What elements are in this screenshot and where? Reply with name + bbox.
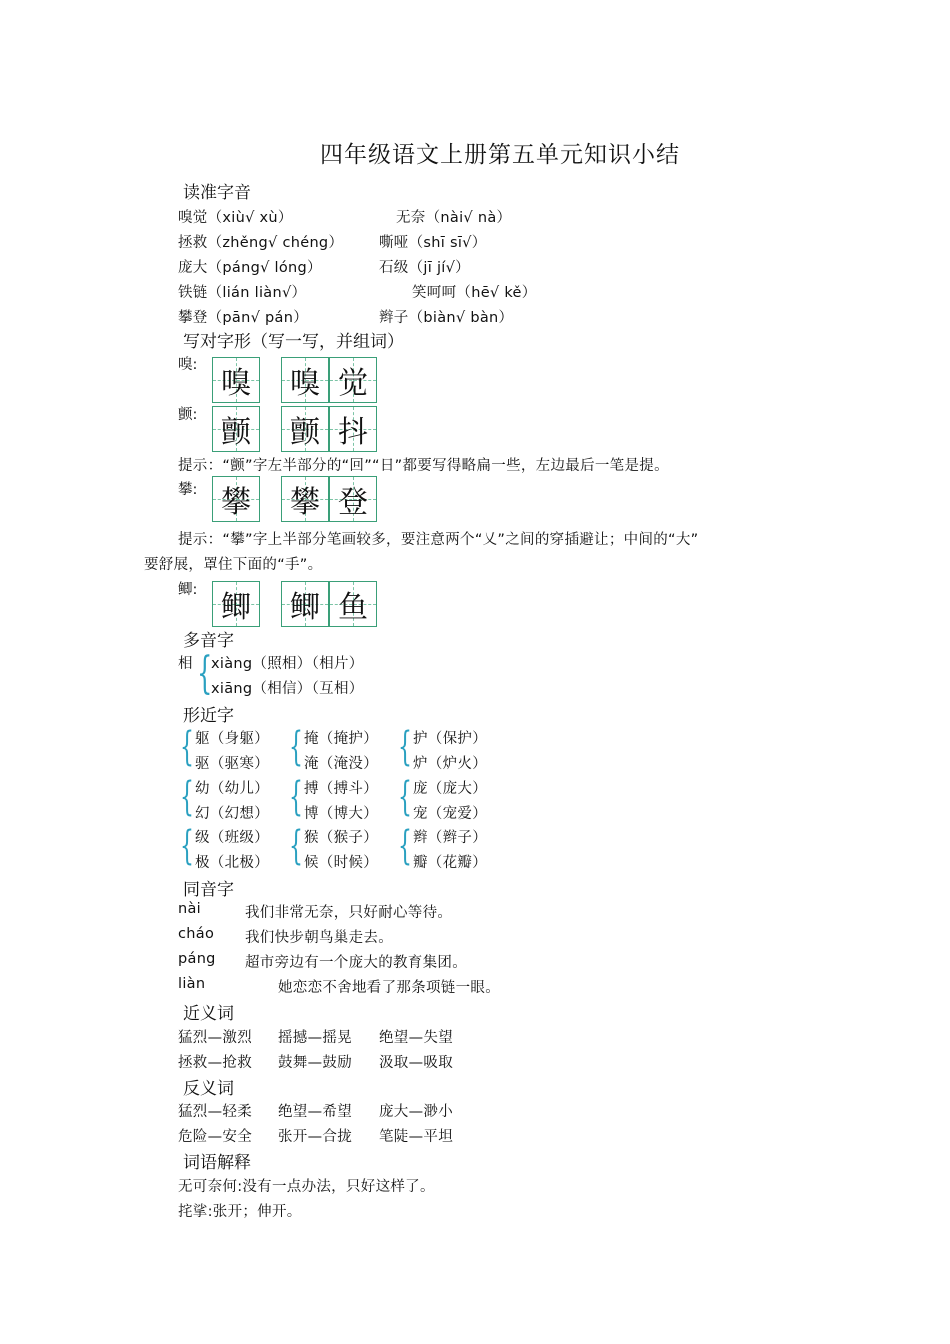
similar-item: 幼（幼儿） [195, 781, 269, 797]
tip-text: 提示：“颤”字左半部分的“回”“日”都要写得略扁一些，左边最后一笔是提。 [178, 458, 669, 474]
section-explain: 词语解释 [183, 1153, 251, 1173]
similar-item: 候（时候） [304, 855, 378, 871]
synonym-pair: 猛烈—激烈 [178, 1030, 252, 1046]
pron-item: 无奈（nài√ nà） [396, 210, 512, 226]
similar-item: 博（博大） [304, 806, 378, 822]
pron-item: 嗅觉（xiù√ xù） [178, 210, 293, 226]
homophone-sentence: 我们非常无奈，只好耐心等待。 [245, 905, 453, 921]
antonym-pair: 危险—安全 [178, 1129, 252, 1145]
section-polyphone: 多音字 [183, 631, 234, 651]
similar-item: 驱（驱寒） [195, 756, 269, 772]
write-label: 攀: [178, 482, 198, 498]
section-homophone: 同音字 [183, 880, 234, 900]
antonym-pair: 庞大—渺小 [379, 1104, 453, 1120]
tianzi-cell: 觉 [329, 357, 377, 403]
pron-item: 攀登（pān√ pán） [178, 310, 309, 326]
similar-item: 级（班级） [195, 830, 269, 846]
tianzi-cell: 鱼 [329, 581, 377, 627]
similar-item: 掩（掩护） [304, 731, 378, 747]
tianzi-cell: 攀 [281, 476, 329, 522]
synonym-pair: 鼓舞—鼓励 [278, 1055, 352, 1071]
antonym-pair: 张开—合拢 [278, 1129, 352, 1145]
similar-item: 炉（炉火） [413, 756, 487, 772]
antonym-pair: 绝望—希望 [278, 1104, 352, 1120]
pron-item: 笑呵呵（hē√ kě） [412, 285, 537, 301]
pron-item: 铁链（lián liàn√） [178, 285, 307, 301]
write-label: 颤: [178, 407, 198, 423]
homophone-pinyin: nài [178, 901, 202, 917]
similar-item: 幻（幻想） [195, 806, 269, 822]
similar-item: 躯（身躯） [195, 731, 269, 747]
section-antonyms: 反义词 [183, 1079, 234, 1099]
similar-item: 淹（淹没） [304, 756, 378, 772]
section-writing: 写对字形（写一写，并组词） [183, 332, 404, 352]
synonym-pair: 拯救—抢救 [178, 1055, 252, 1071]
write-label: 嗅: [178, 357, 198, 373]
pron-item: 辫子（biàn√ bàn） [379, 310, 514, 326]
section-pronunciation: 读准字音 [183, 183, 251, 203]
similar-item: 宠（宠爱） [413, 806, 487, 822]
similar-item: 搏（搏斗） [304, 781, 378, 797]
tianzi-cell: 嗅 [212, 357, 260, 403]
tianzi-cell: 嗅 [281, 357, 329, 403]
synonym-pair: 汲取—吸取 [379, 1055, 453, 1071]
homophone-pinyin: páng [178, 951, 216, 967]
tianzi-cell: 登 [329, 476, 377, 522]
pron-item: 庞大（páng√ lóng） [178, 260, 322, 276]
pron-item: 拯救（zhěng√ chéng） [178, 235, 344, 251]
tianzi-cell: 颤 [281, 406, 329, 452]
brace-icon: { [398, 774, 412, 820]
pron-item: 嘶哑（shī sī√） [379, 235, 487, 251]
tianzi-cell: 鲫 [212, 581, 260, 627]
brace-icon: { [197, 648, 213, 699]
homophone-sentence: 超市旁边有一个庞大的教育集团。 [245, 955, 467, 971]
similar-item: 辫（辫子） [413, 830, 487, 846]
similar-item: 护（保护） [413, 731, 487, 747]
tianzi-cell: 攀 [212, 476, 260, 522]
homophone-pinyin: liàn [178, 976, 206, 992]
explain-item: 无可奈何:没有一点办法，只好这样了。 [178, 1179, 435, 1195]
explain-item: 挓挲:张开；伸开。 [178, 1204, 302, 1220]
antonym-pair: 笔陡—平坦 [379, 1129, 453, 1145]
brace-icon: { [289, 774, 303, 820]
polyphone-item: xiàng（照相）（相片） [211, 656, 364, 672]
similar-item: 极（北极） [195, 855, 269, 871]
polyphone-char: 相 [178, 656, 193, 672]
brace-icon: { [180, 823, 194, 869]
page-title: 四年级语文上册第五单元知识小结 [320, 142, 680, 168]
section-synonyms: 近义词 [183, 1004, 234, 1024]
tip-text: 提示：“攀”字上半部分笔画较多，要注意两个“乂”之间的穿插避让；中间的“大” [178, 532, 699, 548]
homophone-pinyin: cháo [178, 926, 215, 942]
brace-icon: { [398, 724, 412, 770]
brace-icon: { [180, 774, 194, 820]
polyphone-item: xiāng（相信）（互相） [211, 681, 364, 697]
similar-item: 庞（庞大） [413, 781, 487, 797]
write-label: 鲫: [178, 582, 198, 598]
similar-item: 猴（猴子） [304, 830, 378, 846]
tianzi-cell: 抖 [329, 406, 377, 452]
synonym-pair: 摇撼—摇晃 [278, 1030, 352, 1046]
brace-icon: { [289, 724, 303, 770]
tianzi-cell: 颤 [212, 406, 260, 452]
antonym-pair: 猛烈—轻柔 [178, 1104, 252, 1120]
similar-item: 瓣（花瓣） [413, 855, 487, 871]
tip-text: 要舒展，罩住下面的“手”。 [144, 557, 323, 573]
brace-icon: { [398, 823, 412, 869]
homophone-sentence: 我们快步朝鸟巢走去。 [245, 930, 393, 946]
synonym-pair: 绝望—失望 [379, 1030, 453, 1046]
tianzi-cell: 鲫 [281, 581, 329, 627]
section-similar: 形近字 [183, 706, 234, 726]
pron-item: 石级（jī jí√） [379, 260, 470, 276]
brace-icon: { [289, 823, 303, 869]
brace-icon: { [180, 724, 194, 770]
homophone-sentence: 她恋恋不舍地看了那条项链一眼。 [278, 980, 500, 996]
